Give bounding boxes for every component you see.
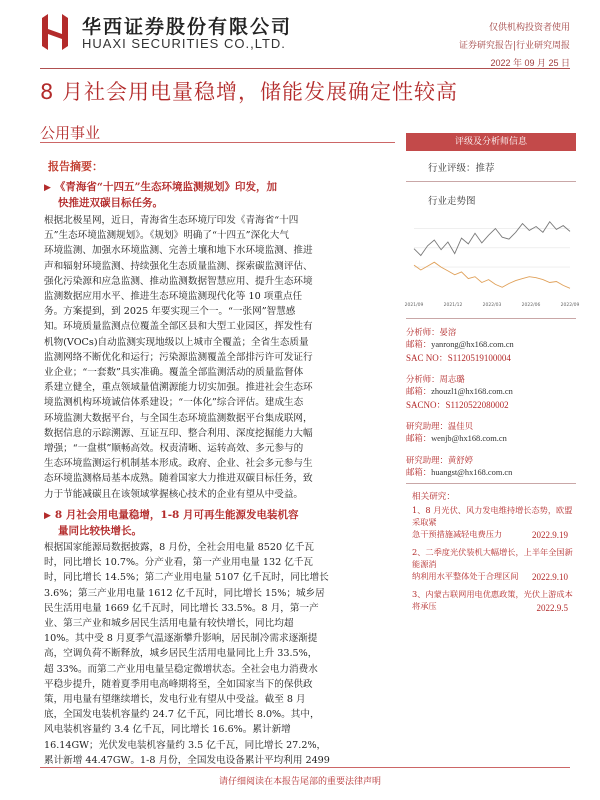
- chart-x-ticks: [405, 302, 580, 308]
- analyst-1: 分析师：晏溶 邮箱：yanrong@hx168.com.cn SAC NO：S1120519100004: [406, 327, 514, 363]
- chart-divider: [406, 318, 576, 319]
- company-name-cn: 华西证券股份有限公司: [82, 16, 293, 38]
- related-date-2: 2022.9.10: [532, 572, 568, 582]
- related-item-3[interactable]: 3、内蒙古联网用电优惠政策，光伏上游成本将承压: [412, 589, 573, 611]
- x-tick-label: 2021/09: [404, 303, 424, 308]
- x-tick-label: 2022/03: [482, 303, 502, 308]
- assistant-1: 研究助理：温佳贝 邮箱：wenjb@hx168.com.cn: [406, 421, 507, 444]
- rating-info-bar: 评级及分析师信息: [406, 133, 576, 151]
- trend-chart: [404, 208, 580, 312]
- section2-body: 根据国家能源局数据披露，8 月份，全社会用电量 8520 亿千瓦 时，同比增长 10.7%。分产业看，第一产业用电量 132 亿千瓦 时，同比增长 14.5%；第二产业用电量 5107 亿千瓦时，同比增长 3.6%；第三产业用电量 1612 亿千瓦时，同比增长 15%；城乡居 民生活用电量 1669 亿千瓦时，同比增长 33.5%。8 月，第一产 业、第三产业和城乡居民生活用电量有较快增长，同比均超 10%。其中受 8 月夏季气温逐渐攀升影响，居民制冷需求逐渐提 高，空调负荷不断释放，城乡居民生活用电量同比上升 33.5%， 超 33%。而第二产业用电量呈稳定微增状态。全社会电力消费水 平稳步提升，随着夏季用电高峰期将至，全如国家当下的保供政 策，用电量有望继续增长，发电行业有望从中受益。截至 8 月 底，全国发电装机容量约 24.7 亿千瓦，同比增长 8.0%。其中， 风电装机容量约 3.4 亿千瓦，同比增长 16.6%。累计新增 16.14GW；光伏发电装机容量约 3.5 亿千瓦，同比增长 27.2%， 累计新增 44.47GW。1-8 月份，全国发电设备累计平均利用 2499: [44, 542, 330, 766]
- audience-note: 仅供机构投资者使用: [488, 23, 570, 33]
- x-tick-label: 2022/06: [521, 303, 541, 308]
- report-title: 8 月社会用电量稳增，储能发展确定性较高: [40, 80, 459, 104]
- related-date-3: 2022.9.5: [536, 603, 568, 613]
- rating-divider: [406, 181, 576, 182]
- footer-divider: [40, 767, 570, 768]
- chart-grid: [414, 228, 570, 267]
- report-date: 2022 年 09 月 25 日: [490, 58, 570, 68]
- analyst-divider: [406, 483, 576, 484]
- legal-notice[interactable]: 请仔细阅读在本报告尾部的重要法律声明: [218, 777, 381, 787]
- triangle-bullet-icon: ▶: [44, 511, 51, 521]
- related-date-1: 2022.9.19: [532, 530, 568, 540]
- related-item-1[interactable]: 1、8 月光伏、风力发电维持增长态势，欧盟采取紧 急干预措施减轻电费压力: [412, 505, 573, 539]
- triangle-bullet-icon: ▶: [44, 183, 51, 193]
- assistant-2: 研究助理：黄舒婷 邮箱：huangst@hx168.com.cn: [406, 455, 513, 478]
- section1-body: 根据北极星网，近日，青海省生态环境厅印发《青海省“十四 五”生态环境监测规划》。《规划》明确了“十四五”深化大气 环境监测、加强水环境监测、完善土壤和地下水环境监测、推进 声和辐射环境监测、持续强化生态质量监测、探索碳监测评估、 强化污染源和应急监测、推动监测数据智慧应用、提升生态环境 监测数据应用水平、推进生态环境监测现代化等 10 项重点任 务。方案提到，到 2025 年要实现三个一。“一张网”智慧感 知。环境质量监测点位覆盖全部区县和大型工业园区，挥发性有 机物(VOCs)自动监测实现地级以上城市全覆盖；全省生态质量 监测网络不断优化和运行；污染源监测覆盖全部排污许可发证行 业企业；“一套数”具实准确。覆盖全部监测活动的质量监督体 系建立健全，重点领域量值溯源能力切实加强。推进社会生态环 境监测机构环境诚信体系建设；“一体化”综合评估。建成生态 环境监测大数据平台，与全国生态环境监测数据平台集成联网， 数据信息的示踪溯源、互证互印、整合利用、深度挖掘能力大幅 增强；“一盘棋”顺畅高效。权责清晰、运转高效、多元参与的 生态环境监测运行机制基本形成。政府、企业、社会多元参与生 态环境监测格局基本成熟。随着国家大力推进双碳目标任务，致 力于节能减碳且在该领域掌握核心技术的企业有望从中受益。: [44, 215, 313, 500]
- x-tick-label: 2021/12: [443, 303, 463, 308]
- company-name-en: HUAXI SECURITIES CO.,LTD.: [82, 36, 286, 51]
- x-tick-label: 2022/09: [560, 303, 580, 308]
- header-divider: [40, 68, 570, 69]
- related-item-2[interactable]: 2、二季度光伏装机大幅增长，上半年全国新能源消 纳利用水平整体处于合理区间: [412, 547, 573, 581]
- industry-divider: [40, 142, 395, 143]
- section2-heading: ▶ 8 月社会用电量稳增，1-8 月可再生能源发电装机容 量同比较快增长。: [44, 509, 299, 537]
- series-line-1: [414, 222, 570, 256]
- section1-heading: ▶ 《青海省“十四五”生态环境监测规划》印发，加 快推进双碳目标任务。: [44, 181, 278, 209]
- report-type: 证券研究报告|行业研究周报: [458, 41, 570, 51]
- analyst-2: 分析师：周志璐 邮箱：zhouzl1@hx168.com.cn SACNO：S1120522080002: [406, 374, 513, 410]
- chart-lines: [414, 222, 570, 289]
- industry-rating: 行业评级：推荐: [428, 163, 495, 174]
- industry-name: 公用事业: [40, 124, 101, 142]
- series-line-2: [414, 262, 570, 288]
- summary-label: 报告摘要：: [48, 160, 103, 173]
- huaxi-logo-icon: [40, 12, 70, 52]
- related-research-heading: 相关研究：: [412, 492, 455, 502]
- trend-chart-label: 行业走势图: [428, 196, 476, 207]
